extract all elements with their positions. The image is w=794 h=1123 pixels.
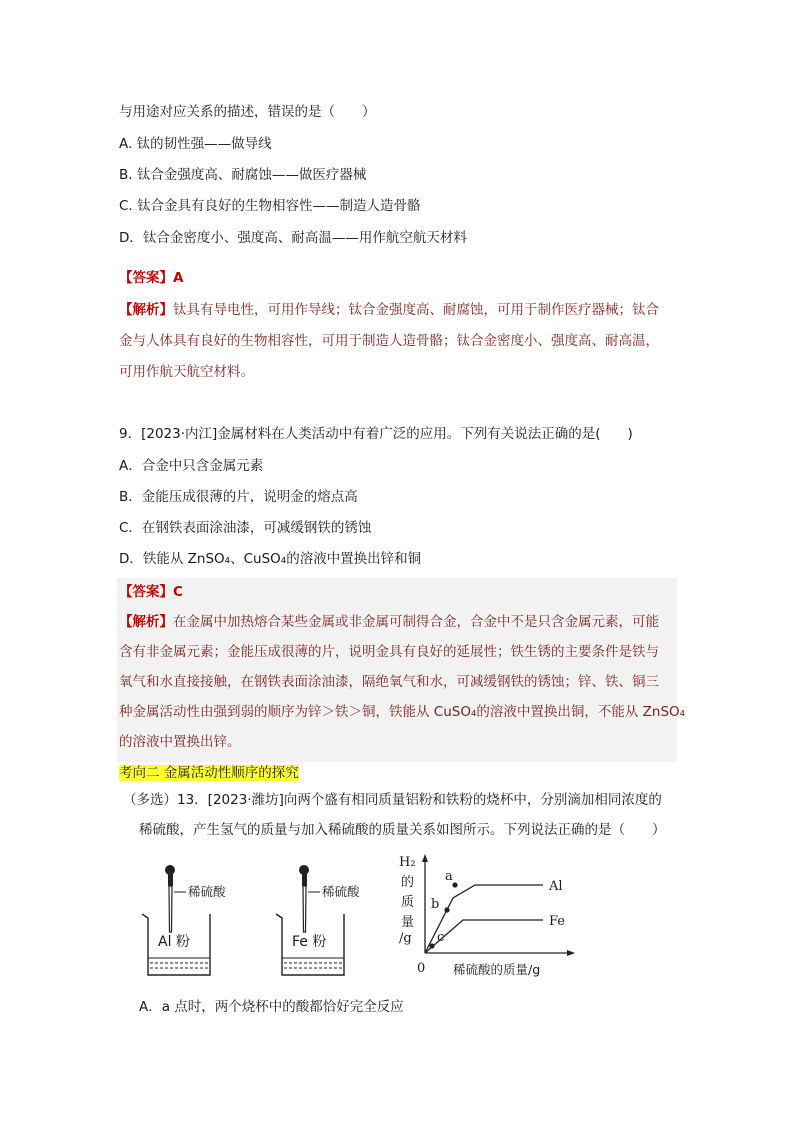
y-label-line-1: H₂ bbox=[399, 855, 416, 870]
q9-analysis-label: 【解析】 bbox=[119, 614, 173, 630]
dropper-label-2: 稀硫酸 bbox=[322, 884, 360, 899]
q9-option-d: D．铁能从 ZnSO₄、CuSO₄的溶液中置换出锌和铜 bbox=[119, 551, 422, 567]
q8-stem: 与用途对应关系的描述，错误的是（ ） bbox=[119, 104, 376, 120]
y-label-line-4: 量 bbox=[401, 915, 415, 930]
point-a-label: a bbox=[445, 869, 453, 884]
q8-analysis-line-3: 可用作航天航空材料。 bbox=[119, 364, 254, 380]
q13-stem-line-1: （多选）13．[2023·潍坊]向两个盛有相同质量铝粉和铁粉的烧杯中，分别滴加相同浓度的 bbox=[123, 792, 662, 808]
q9-option-c: C．在钢铁表面涂油漆，可减缓钢铁的锈蚀 bbox=[119, 520, 372, 536]
point-c-label: c bbox=[437, 930, 445, 945]
q9-analysis-line-1 bbox=[119, 612, 659, 632]
series-label-fe: Fe bbox=[549, 914, 566, 929]
q13-option-a: A．a 点时，两个烧杯中的酸都恰好完全反应 bbox=[139, 999, 404, 1015]
q8-option-b: B. 钛合金强度高、耐腐蚀——做医疗器械 bbox=[119, 167, 367, 183]
beaker-label-fe: Fe 粉 bbox=[292, 934, 327, 950]
dropper-label-1: 稀硫酸 bbox=[188, 884, 226, 899]
point-b bbox=[444, 907, 449, 912]
section-title: 考向二 金属活动性顺序的探究 bbox=[119, 765, 299, 781]
q8-analysis-label: 【解析】 bbox=[119, 302, 173, 318]
x-axis-arrow bbox=[567, 950, 575, 956]
experiment-figure bbox=[140, 850, 600, 985]
q9-answer bbox=[119, 582, 183, 602]
q9-analysis-line-5: 的溶液中置换出锌。 bbox=[119, 734, 241, 750]
hydrogen-graph bbox=[399, 854, 575, 977]
q9-stem: 9．[2023·内江]金属材料在人类活动中有着广泛的应用。下列有关说法正确的是( ) bbox=[119, 426, 633, 442]
q9-answer-block bbox=[117, 578, 686, 762]
dropper-bulb-1 bbox=[165, 865, 175, 875]
q9-analysis-line-4: 种金属活动性由强到弱的顺序为锌＞铁＞铜，铁能从 CuSO₄的溶液中置换出铜，不能从 ZnSO₄ bbox=[119, 704, 686, 720]
q8-answer bbox=[119, 268, 183, 288]
q9-option-b: B．金能压成很薄的片，说明金的熔点高 bbox=[119, 489, 358, 505]
dropper-neck-2 bbox=[302, 874, 307, 886]
y-axis-arrow bbox=[422, 854, 428, 862]
origin-label: 0 bbox=[417, 961, 426, 976]
beaker-label-al: Al 粉 bbox=[158, 934, 190, 950]
y-label-line-2: 的 bbox=[401, 875, 415, 890]
q9-option-a: A．合金中只含金属元素 bbox=[119, 458, 264, 474]
q8-answer-label: 【答案】 bbox=[119, 270, 173, 286]
q8-option-c: C. 钛合金具有良好的生物相容性——制造人造骨骼 bbox=[119, 198, 421, 214]
y-label-line-5: /g bbox=[399, 931, 412, 946]
point-a bbox=[452, 882, 457, 887]
q8-analysis-line-2: 金与人体具有良好的生物相容性，可用于制造人造骨骼；钛合金密度小、强度高、耐高温， bbox=[119, 333, 659, 349]
q8-option-d: D．钛合金密度小、强度高、耐高温——用作航空航天材料 bbox=[119, 230, 467, 246]
section-heading bbox=[119, 763, 299, 783]
dropper-tube-2 bbox=[303, 886, 306, 932]
series-label-al: Al bbox=[549, 879, 563, 894]
q9-answer-label: 【答案】 bbox=[119, 584, 173, 600]
dropper-tube-1 bbox=[169, 886, 172, 932]
q9-answer-value: C bbox=[173, 584, 183, 600]
q9-analysis-line-2: 含有非金属元素；金能压成很薄的片，说明金具有良好的延展性；铁生锈的主要条件是铁与 bbox=[119, 644, 659, 660]
y-label-line-3: 质 bbox=[401, 895, 415, 910]
q8-option-a: A. 钛的韧性强——做导线 bbox=[119, 136, 272, 152]
point-b-label: b bbox=[431, 897, 440, 912]
point-c bbox=[429, 943, 434, 948]
dropper-bulb-2 bbox=[299, 865, 309, 875]
q8-analysis-text-1: 钛具有导电性，可用作导线；钛合金强度高、耐腐蚀，可用于制作医疗器械；钛合 bbox=[173, 302, 659, 318]
beaker-al bbox=[142, 865, 226, 975]
q8-answer-value: A bbox=[173, 270, 184, 286]
q9-analysis-line-3: 氧气和水直接接触，在钢铁表面涂油漆，隔绝氧气和水，可减缓钢铁的锈蚀；锌、铁、铜三 bbox=[119, 674, 659, 690]
beaker-fe bbox=[276, 865, 360, 975]
q13-stem-line-2: 稀硫酸，产生氢气的质量与加入稀硫酸的质量关系如图所示。下列说法正确的是（ ） bbox=[139, 822, 666, 838]
dropper-neck-1 bbox=[168, 874, 173, 886]
x-axis-label: 稀硫酸的质量/g bbox=[453, 962, 541, 977]
q8-analysis-line-1 bbox=[119, 300, 659, 320]
q9-analysis-text-1: 在金属中加热熔合某些金属或非金属可制得合金，合金中不是只含金属元素，可能 bbox=[173, 614, 659, 630]
